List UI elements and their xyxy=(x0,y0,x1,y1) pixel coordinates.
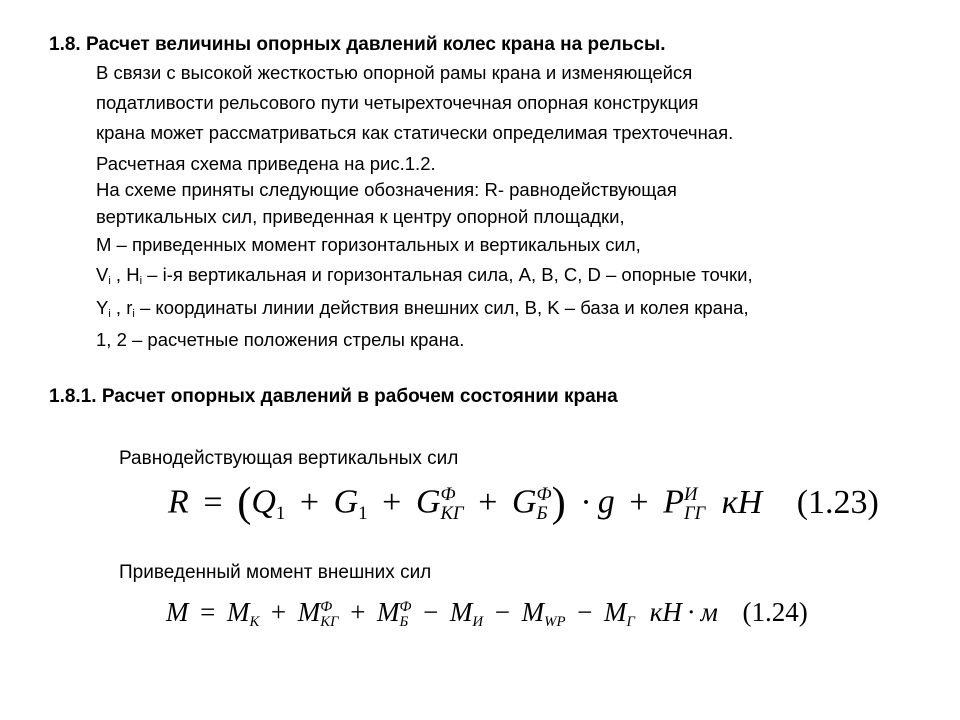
formula-operator: · xyxy=(580,483,592,521)
formula-symbol: M xyxy=(604,597,627,627)
formula-index-stack xyxy=(320,600,338,630)
formula-symbol: P xyxy=(663,483,684,521)
formula-paren: ( xyxy=(237,479,252,526)
section-heading: 1.8. Расчет величины опорных давлений колес крана на рельсы. xyxy=(49,34,666,55)
formula-symbol: G xyxy=(333,483,359,521)
paragraph-line: податливости рельсового пути четырехточечная опорная конструкция xyxy=(96,92,699,113)
formula-operator: = xyxy=(203,483,223,521)
formula-symbol: M xyxy=(297,597,321,627)
formula-subscript: Г xyxy=(626,614,635,631)
formula-symbol: M xyxy=(449,597,473,627)
formula-caption: Приведенный момент внешних сил xyxy=(119,562,432,583)
formula-subscript: К xyxy=(249,614,260,631)
paragraph-line xyxy=(96,297,749,320)
formula-operator: = xyxy=(200,597,216,627)
formula-index-stack xyxy=(441,486,464,523)
subscript-i: i xyxy=(139,275,143,287)
formula-subscript: И xyxy=(472,614,484,631)
formula-operator: − xyxy=(577,597,593,627)
subscript-i: i xyxy=(132,308,135,320)
formula-operator: + xyxy=(629,483,649,521)
symbol-h: , H xyxy=(110,264,140,285)
formula-subscript: 1 xyxy=(275,503,286,525)
formula-operator: + xyxy=(270,597,287,627)
paragraph-line: крана может рассматриваться как статически определимая трехточечная. xyxy=(96,122,734,143)
formula-symbol: M xyxy=(521,597,545,627)
formula-operator: + xyxy=(350,597,366,627)
formula-operator: + xyxy=(478,483,498,521)
formula-caption: Равнодействующая вертикальных сил xyxy=(119,448,459,469)
formula-subscript: Б xyxy=(536,502,548,524)
formula-subscript: Б xyxy=(399,613,409,630)
symbol-v: V xyxy=(96,264,109,285)
formula-symbol: G xyxy=(511,483,537,521)
definition-text: – i-я вертикальная и горизонтальная сила, A, B, C, D – опорные точки, xyxy=(142,264,753,285)
formula-subscript: WP xyxy=(544,614,566,631)
paragraph-line: Расчетная схема приведена на рис.1.2. xyxy=(96,153,436,174)
formula-subscript: КГ xyxy=(320,613,339,630)
formula-1-24 xyxy=(166,597,808,631)
formula-superscript: Ф xyxy=(399,598,412,615)
formula-subscript: КГ xyxy=(440,502,464,524)
formula-subscript: 1 xyxy=(358,503,368,525)
formula-subscript: ГГ xyxy=(683,502,706,524)
formula-unit: кН xyxy=(721,483,763,521)
formula-operator: + xyxy=(382,483,402,521)
paragraph-line: На схеме приняты следующие обозначения: R- равнодействующая xyxy=(96,179,677,200)
symbol-y: Y xyxy=(96,297,109,318)
formula-paren: ) xyxy=(551,479,566,526)
formula-operator: · xyxy=(686,597,696,627)
formula-symbol: Q xyxy=(251,483,276,521)
paragraph-line: 1, 2 – расчетные положения стрелы крана. xyxy=(96,329,465,350)
paragraph-line: вертикальных сил, приведенная к центру опорной площадки, xyxy=(96,206,625,227)
formula-symbol: G xyxy=(415,483,441,521)
formula-operator: + xyxy=(299,483,320,521)
formula-operator: − xyxy=(423,597,439,627)
formula-symbol: g xyxy=(597,483,615,521)
formula-unit: м xyxy=(700,597,718,627)
subsection-heading: 1.8.1. Расчет опорных давлений в рабочем состоянии крана xyxy=(49,386,618,407)
paragraph-line: В связи с высокой жесткостью опорной рамы крана и изменяющейся xyxy=(96,62,693,83)
formula-number: (1.24) xyxy=(742,597,808,627)
formula-symbol: M xyxy=(377,597,400,627)
paragraph-line xyxy=(96,264,753,287)
formula-1-23 xyxy=(168,478,879,527)
formula-symbol: M xyxy=(226,597,250,627)
symbol-r: , r xyxy=(110,297,133,318)
subscript-i: i xyxy=(108,275,111,287)
formula-superscript: Ф xyxy=(536,484,552,506)
formula-superscript: Ф xyxy=(440,484,456,506)
definition-text: – координаты линии действия внешних сил, B, K – база и колея крана, xyxy=(134,297,749,318)
formula-number: (1.23) xyxy=(796,483,879,521)
formula-superscript: И xyxy=(683,484,698,506)
subscript-i: i xyxy=(108,308,111,320)
formula-index-stack xyxy=(400,600,412,630)
paragraph-line: M – приведенных момент горизонтальных и вертикальных сил, xyxy=(96,234,641,255)
formula-symbol: M xyxy=(166,597,189,627)
formula-index-stack xyxy=(537,486,552,523)
formula-unit: кН xyxy=(649,597,682,627)
formula-superscript: Ф xyxy=(320,598,333,615)
formula-index-stack xyxy=(684,486,705,523)
formula-symbol: R xyxy=(168,483,189,521)
formula-operator: − xyxy=(494,597,510,627)
